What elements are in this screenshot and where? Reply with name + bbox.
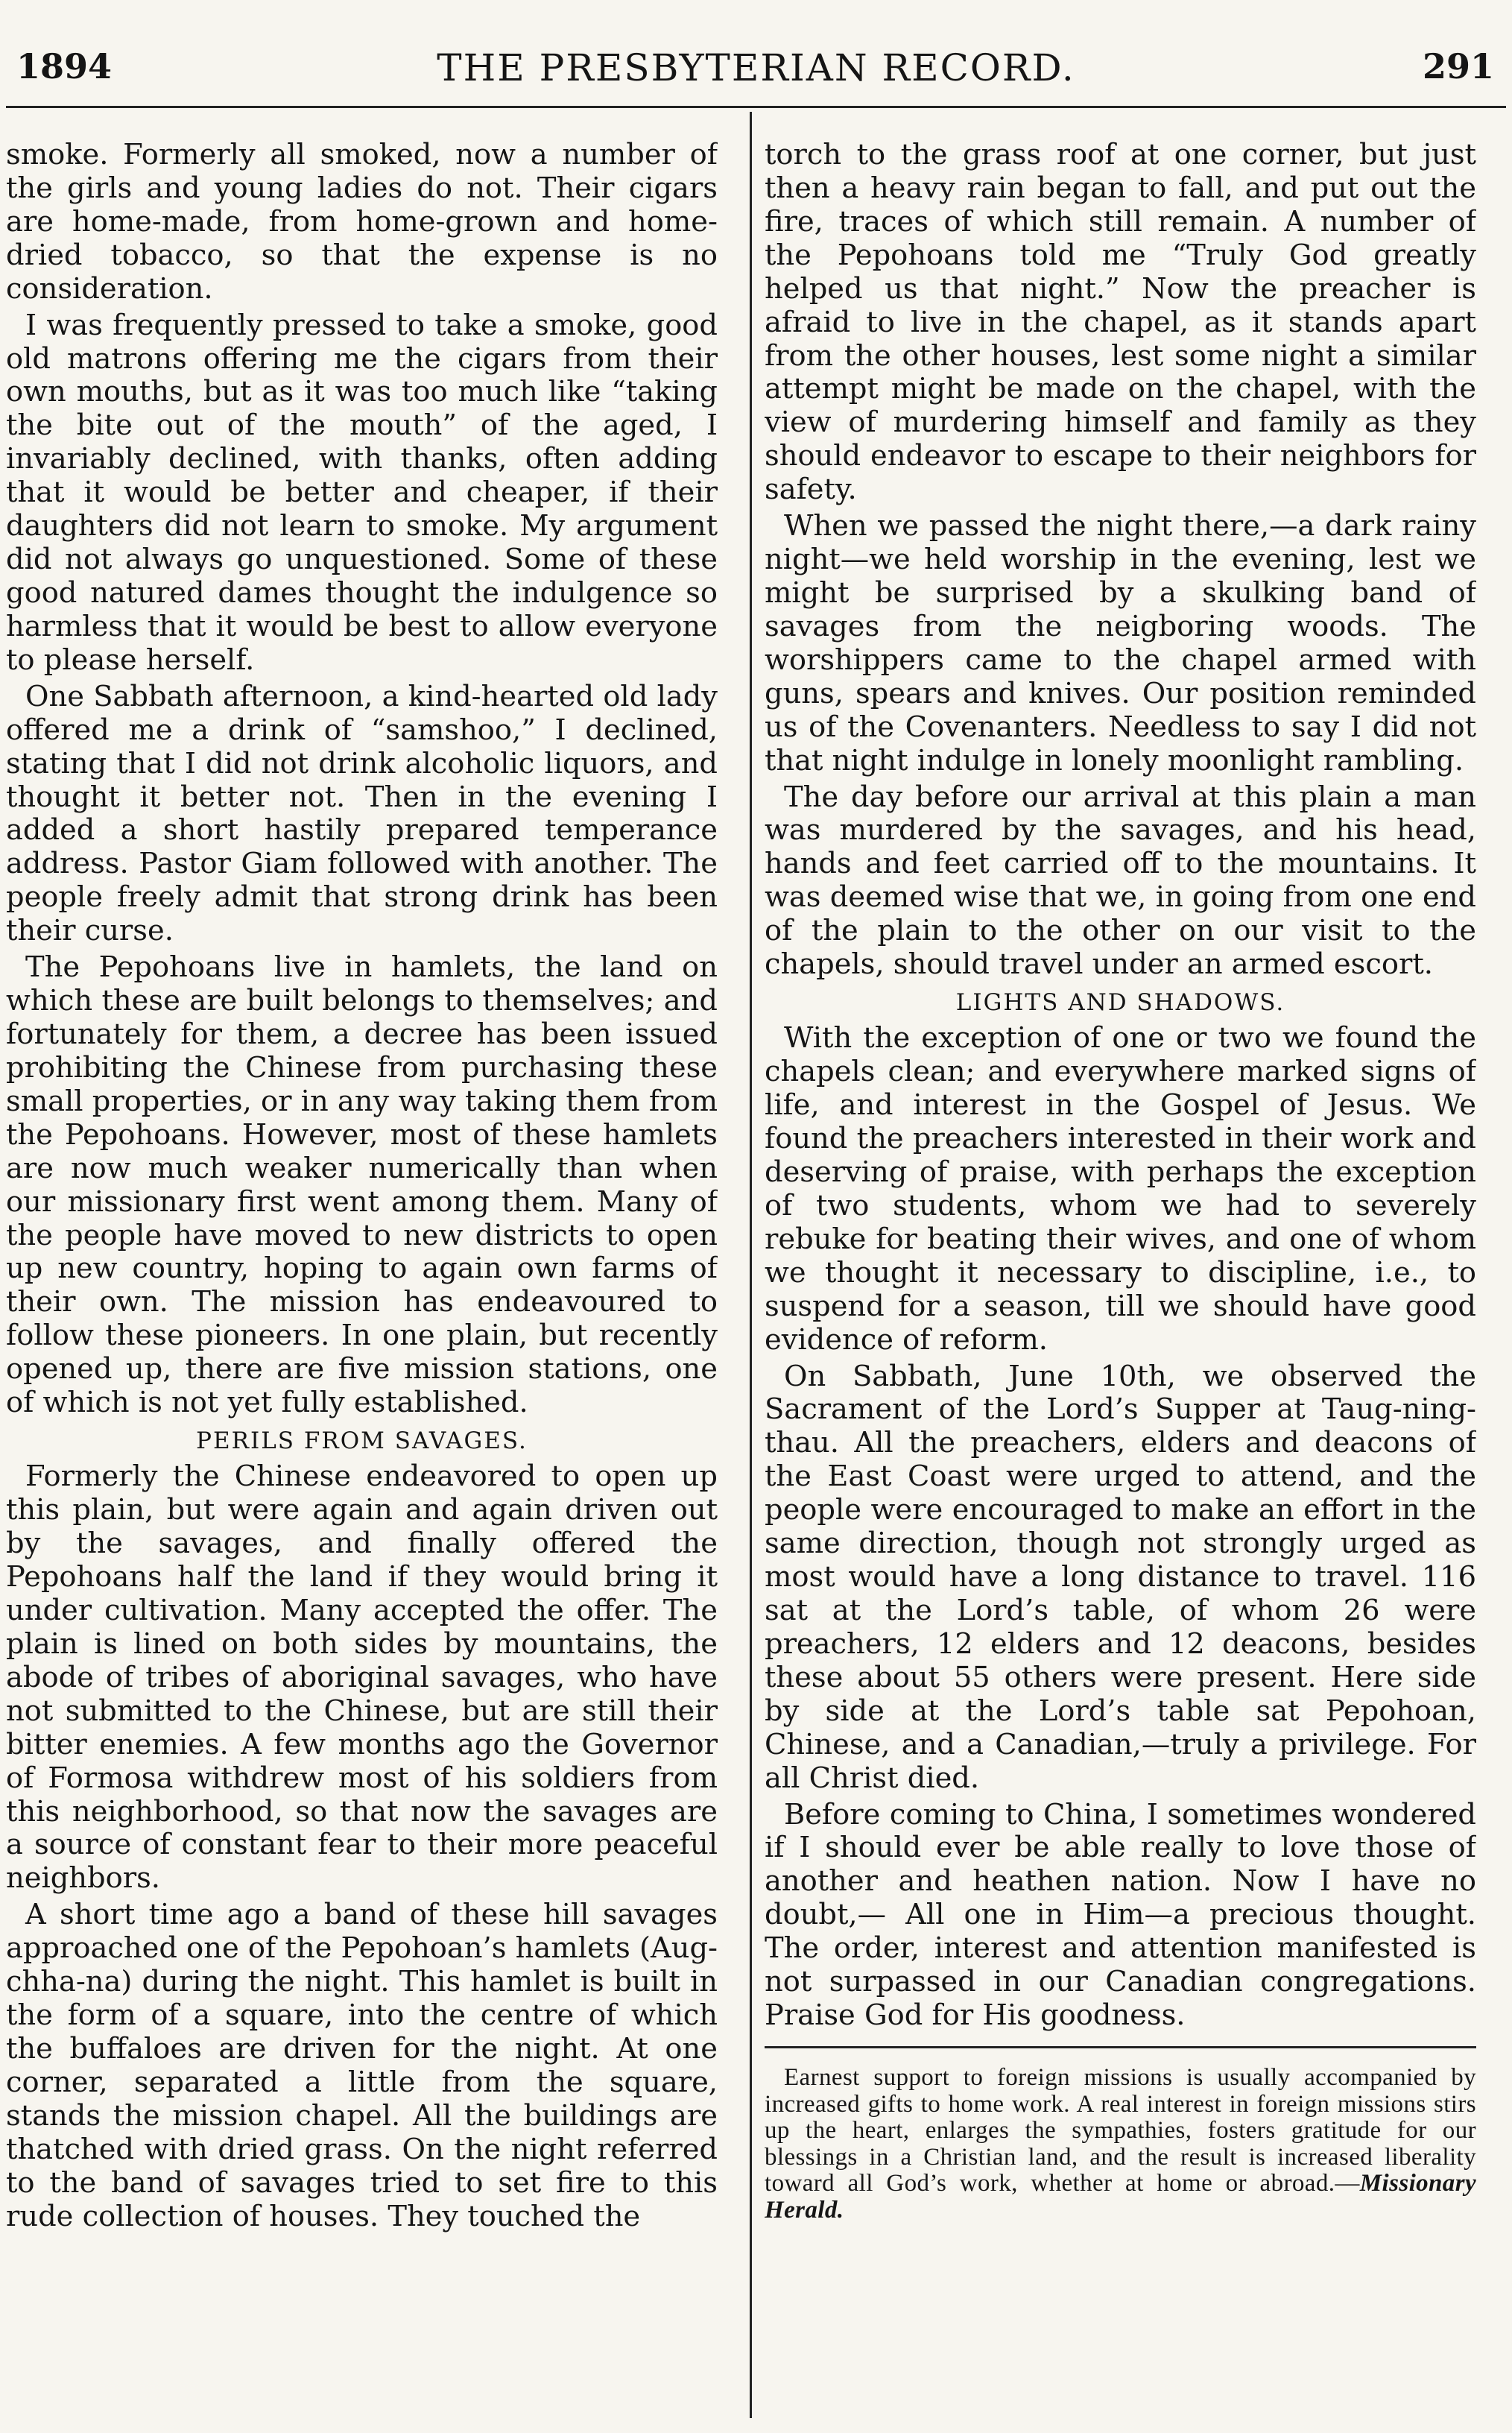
paragraph: torch to the grass roof at one corner, but just then a heavy rain began to fall, and put out the fire, traces of which still remain. A number of the Pepohoans told me “Truly God greatly helped us that night.” Now the preacher is afraid to live in the chapel, as it stands apart from the other houses, lest some night a similar attempt might be made on the chapel, with the view of murdering himself and family as they should endeavor to escape to their neighbors for safety. [765,139,1476,507]
paragraph: Before coming to China, I sometimes wondered if I should ever be able really to love those of another and heathen nation. Now I have no doubt,— All one in Him—a precious thought. The order, interest and attention manifested is not surpassed in our Canadian congregations. Praise God for His goodness. [765,1797,1476,2033]
paragraph: The Pepohoans live in hamlets, the land on which these are built belongs to themselves; and fortunately for them, a decree has been issued prohibiting the Chinese from purchasing these small properties, or in any way taking them from the Pepohoans. However, most of these hamlets are now much weaker numerically than when our missionary first went among them. Many of the people have moved to new districts to open up new country, hoping to again own farms of their own. The mission has endeavoured to follow these pioneers. In one plain, but recently opened up, there are five mission stations, one of which is not yet fully established. [6,950,718,1420]
paragraph: The day before our arrival at this plain a man was murdered by the savages, and his head, hands and feet carried off to the mountains. It was deemed wise that we, in going from one end of the plain to the other on our visit to the chapels, should travel under an armed escort. [765,780,1476,982]
paragraph: I was frequently pressed to take a smoke, good old matrons offering me the cigars from their own mouths, but as it was too much like “taking the bite out of the mouth” of the aged, I invariably declined, with thanks, often adding that it would be better and cheaper, if their daughters did not learn to smoke. My argument did not always go unquestioned. Some of these good natured dames thought the indulgence so harmless that it would be best to allow everyone to please herself. [6,308,718,677]
column-divider [750,112,752,2418]
paragraph: With the exception of one or two we found the chapels clean; and everywhere marked signs of life, and interest in the Gospel of Jesus. We found the preachers interested in their work and deserving of praise, with perhaps the exception of two students, whom we had to severely rebuke for beating their wives, and one of whom we thought it necessary to discipline, i.e., to suspend for a season, till we should have good evidence of reform. [765,1021,1476,1357]
missionary-herald-quote [765,2065,1476,2224]
page-header [0,46,1512,88]
quote-source: Missionary Herald. [765,2170,1476,2224]
paragraph: A short time ago a band of these hill savages approached one of the Pepohoan’s hamlets (Aug-chha-na) during the night. This hamlet is built in the form of a square, into the centre of which the buffaloes are driven for the night. At one corner, separated a little from the square, stands the mission chapel. All the buildings are thatched with dried grass. On the night referred to the band of savages tried to set fire to this rude collection of houses. They touched the [6,1898,718,2233]
section-rule [765,2046,1476,2048]
subheading-lights: LIGHTS AND SHADOWS. [955,989,1285,1017]
left-column [6,139,718,2420]
subheading-perils: PERILS FROM SAVAGES. [196,1427,528,1455]
header-year: 1894 [16,46,113,86]
paragraph: One Sabbath afternoon, a kind-hearted old lady offered me a drink of “samshoo,” I declined, stating that I did not drink alcoholic liquors, and thought it better not. Then in the evening I added a short hastily prepared temperance address. Pastor Giam followed with another. The people freely admit that strong drink has been their curse. [6,679,718,948]
paragraph: smoke. Formerly all smoked, now a number of the girls and young ladies do not. Their cigars are home-made, from home-grown and home-dried tobacco, so that the expense is no consideration. [6,139,718,306]
quote-text: Earnest support to foreign missions is usually accompanied by increased gifts to home work. A real interest in foreign missions stirs up the heart, enlarges the sympathies, fosters gratitude for our blessings in a Christian land, and the result is increased liberality toward all God’s work, whether at home or abroad.— [765,2063,1476,2197]
page-number: 291 [1422,46,1494,86]
publication-title: THE PRESBYTERIAN RECORD. [437,46,1075,89]
right-column [765,139,1476,2420]
paragraph: Formerly the Chinese endeavored to open up this plain, but were again and again driven out by the savages, and finally offered the Pepohoans half the land if they would bring it under cultivation. Many accepted the offer. The plain is lined on both sides by mountains, the abode of tribes of aboriginal savages, who have not submitted to the Chinese, but are still their bitter enemies. A few months ago the Governor of Formosa withdrew most of his soldiers from this neighborhood, so that now the savages are a source of constant fear to their more peaceful neighbors. [6,1460,718,1896]
paragraph: When we passed the night there,—a dark rainy night—we held worship in the evening, lest we might be surprised by a skulking band of savages from the neigboring woods. The worshippers came to the chapel armed with guns, spears and knives. Our position reminded us of the Covenanters. Needless to say I did not that night indulge in lonely moonlight rambling. [765,509,1476,777]
header-rule [6,106,1506,108]
paragraph: On Sabbath, June 10th, we observed the Sacrament of the Lord’s Supper at Taug-ning-thau. All the preachers, elders and deacons of the East Coast were urged to attend, and the people were encouraged to make an effort in the same direction, though not strongly urged as most would have a long distance to travel. 116 sat at the Lord’s table, of whom 26 were preachers, 12 elders and 12 deacons, besides these about 55 others were present. Here side by side at the Lord’s table sat Pepohoan, Chinese, and a Canadian,—truly a privilege. For all Christ died. [765,1359,1476,1795]
